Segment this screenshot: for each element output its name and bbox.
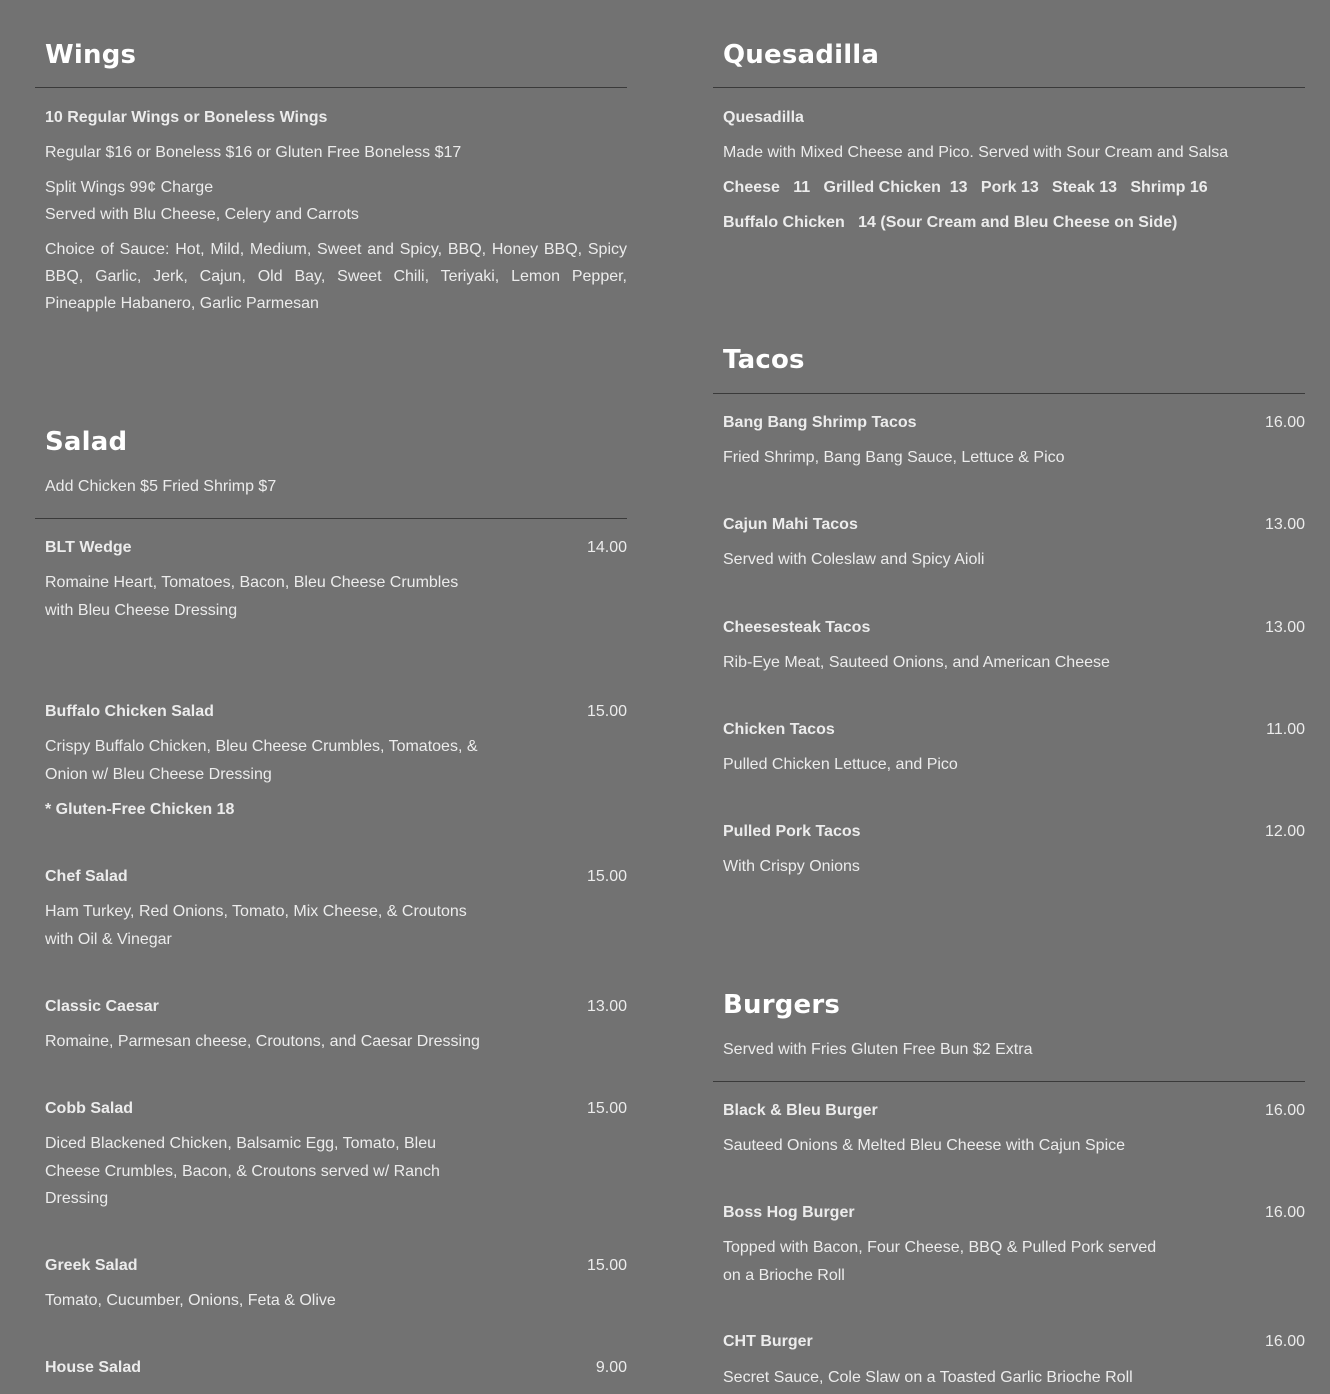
- burgers-divider: [713, 1081, 1305, 1082]
- description-line: Served with Coleslaw and Spicy Aioli: [723, 551, 985, 568]
- item-name: Cobb Salad: [45, 1100, 134, 1117]
- salad-subtitle: Add Chicken $5 Fried Shrimp $7: [45, 478, 277, 495]
- item-name: CHT Burger: [723, 1333, 813, 1350]
- item-name: Cheesesteak Tacos: [723, 619, 871, 636]
- description-line: Tomato, Cucumber, Onions, Feta & Olive: [45, 1292, 336, 1309]
- item-price: 16.00: [1264, 1102, 1305, 1119]
- item-description: [723, 751, 958, 779]
- tacos-title: Tacos: [723, 345, 805, 375]
- description-line: Cheese Crumbles, Bacon, & Croutons served w/ Ranch: [45, 1162, 440, 1180]
- description-line: With Crispy Onions: [723, 858, 860, 875]
- item-price: 16.00: [1264, 1204, 1305, 1221]
- item-name: Black & Bleu Burger: [723, 1102, 878, 1119]
- description-line: Ham Turkey, Red Onions, Tomato, Mix Cheese, & Croutons: [45, 903, 467, 920]
- description-line: Rib-Eye Meat, Sauteed Onions, and American Cheese: [723, 654, 1110, 671]
- item-price: 16.00: [1264, 414, 1305, 431]
- item-description: [723, 649, 1110, 677]
- wings-line: 10 Regular Wings or Boneless Wings: [45, 109, 328, 126]
- salad-title: Salad: [45, 427, 128, 457]
- description-line: on a Brioche Roll: [723, 1266, 845, 1284]
- description-line: Romaine, Parmesan cheese, Croutons, and Caesar Dressing: [45, 1033, 480, 1050]
- item-description: [723, 1234, 1156, 1289]
- quesadilla-line: Buffalo Chicken 14 (Sour Cream and Bleu Cheese on Side): [723, 214, 1178, 231]
- item-name: Greek Salad: [45, 1257, 138, 1274]
- description-line: Fried Shrimp, Bang Bang Sauce, Lettuce & Pico: [723, 449, 1065, 466]
- item-description: [723, 1364, 1133, 1392]
- item-price: 9.00: [595, 1359, 627, 1376]
- burgers-subtitle: Served with Fries Gluten Free Bun $2 Extra: [723, 1041, 1033, 1058]
- item-description: [45, 1130, 440, 1213]
- tacos-divider: [713, 393, 1305, 394]
- item-description: [45, 569, 458, 624]
- item-price: 13.00: [1264, 516, 1305, 533]
- wings-divider: [35, 87, 627, 88]
- item-name: Cajun Mahi Tacos: [723, 516, 858, 533]
- description-line: Crispy Buffalo Chicken, Bleu Cheese Crumbles, Tomatoes, &: [45, 738, 478, 755]
- item-price: 14.00: [586, 539, 627, 556]
- item-description: [723, 546, 984, 574]
- item-name: BLT Wedge: [45, 539, 132, 556]
- item-price: 16.00: [1264, 1333, 1305, 1350]
- item-price: 11.00: [1266, 721, 1305, 738]
- item-name: Pulled Pork Tacos: [723, 823, 861, 840]
- description-line: Pulled Chicken Lettuce, and Pico: [723, 756, 958, 773]
- quesadilla-line: Quesadilla: [723, 109, 804, 126]
- burgers-title: Burgers: [723, 990, 841, 1020]
- description-line: with Oil & Vinegar: [45, 930, 172, 948]
- quesadilla-line: Cheese 11 Grilled Chicken 13 Pork 13 Steak 13 Shrimp 16: [723, 179, 1208, 196]
- quesadilla-line: Made with Mixed Cheese and Pico. Served with Sour Cream and Salsa: [723, 144, 1229, 161]
- item-description: [723, 853, 860, 881]
- item-description: [45, 1287, 336, 1315]
- item-price: 15.00: [586, 1100, 627, 1117]
- description-line: Diced Blackened Chicken, Balsamic Egg, Tomato, Bleu: [45, 1135, 437, 1152]
- wings-line: Served with Blu Cheese, Celery and Carrots: [45, 206, 359, 223]
- item-price: 15.00: [586, 1257, 627, 1274]
- item-price: 12.00: [1264, 823, 1305, 840]
- item-description: [45, 898, 467, 953]
- description-line: Dressing: [45, 1190, 109, 1207]
- quesadilla-title: Quesadilla: [723, 40, 880, 70]
- item-name: Chicken Tacos: [723, 721, 835, 738]
- item-price: 13.00: [1264, 619, 1305, 636]
- wings-line: Regular $16 or Boneless $16 or Gluten Free Boneless $17: [45, 144, 462, 161]
- description-line: Onion w/ Bleu Cheese Dressing: [45, 765, 272, 783]
- item-price: 15.00: [586, 868, 627, 885]
- item-description: [45, 733, 478, 788]
- item-price: 13.00: [586, 998, 627, 1015]
- wings-sauce-text: Choice of Sauce: Hot, Mild, Medium, Sweet and Spicy, BBQ, Honey BBQ, Spicy BBQ, Garlic, Jerk, Cajun, Old Bay, Sweet Chili, Teriyaki, Lemon Pepper, Pineapple Habanero, Garlic Parmesan: [45, 241, 627, 312]
- description-line: Romaine Heart, Tomatoes, Bacon, Bleu Cheese Crumbles: [45, 574, 459, 591]
- item-description: [45, 1028, 480, 1056]
- description-line: with Bleu Cheese Dressing: [45, 601, 238, 619]
- item-description: [723, 444, 1065, 472]
- item-name: Chef Salad: [45, 868, 128, 885]
- item-price: 15.00: [586, 703, 627, 720]
- quesadilla-divider: [713, 87, 1305, 88]
- item-description: [723, 1132, 1125, 1160]
- item-name: House Salad: [45, 1359, 142, 1376]
- item-name: Bang Bang Shrimp Tacos: [723, 414, 917, 431]
- item-name: Boss Hog Burger: [723, 1204, 855, 1221]
- salad-divider: [35, 518, 627, 519]
- item-note: * Gluten-Free Chicken 18: [45, 801, 235, 818]
- description-line: Secret Sauce, Cole Slaw on a Toasted Garlic Brioche Roll: [723, 1369, 1133, 1386]
- item-name: Classic Caesar: [45, 998, 159, 1015]
- wings-title: Wings: [45, 40, 137, 70]
- item-name: Buffalo Chicken Salad: [45, 703, 214, 720]
- description-line: Sauteed Onions & Melted Bleu Cheese with Cajun Spice: [723, 1137, 1126, 1154]
- wings-line: Split Wings 99¢ Charge: [45, 179, 214, 196]
- description-line: Topped with Bacon, Four Cheese, BBQ & Pulled Pork served: [723, 1239, 1157, 1256]
